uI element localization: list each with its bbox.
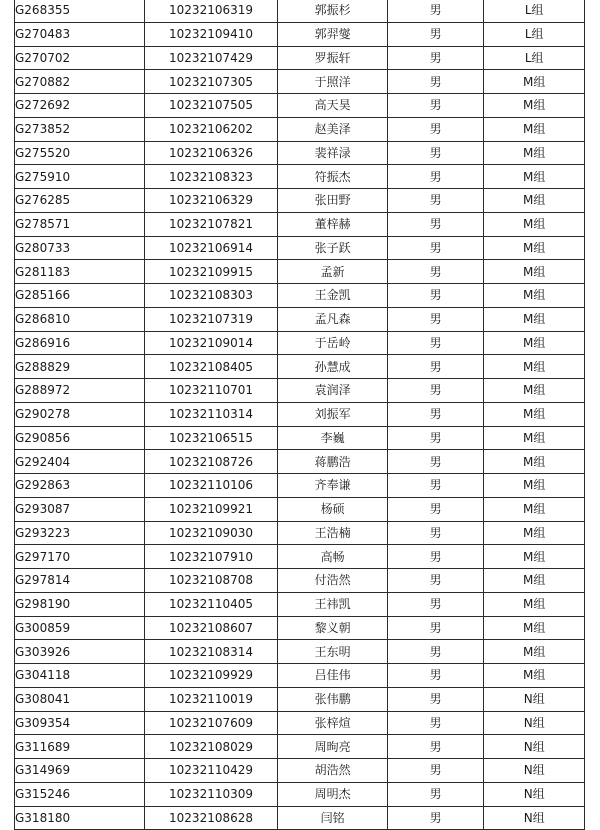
- registration-id-cell: G290278: [15, 402, 145, 426]
- table-row: [15, 782, 585, 806]
- gender-cell: 男: [387, 782, 484, 806]
- gender-cell: 男: [387, 687, 484, 711]
- group-cell: N组: [484, 806, 585, 830]
- table-row: [15, 212, 585, 236]
- student-number-cell: 10232106202: [144, 117, 278, 141]
- gender-cell: 男: [387, 165, 484, 189]
- table-row: [15, 189, 585, 213]
- registration-id-cell: G270702: [15, 46, 145, 70]
- gender-cell: 男: [387, 0, 484, 22]
- student-number-cell: 10232110405: [144, 592, 278, 616]
- table-row: [15, 331, 585, 355]
- student-number-cell: 10232108628: [144, 806, 278, 830]
- student-number-cell: 10232107910: [144, 545, 278, 569]
- group-cell: M组: [484, 260, 585, 284]
- group-cell: M组: [484, 426, 585, 450]
- student-number-cell: 10232109410: [144, 22, 278, 46]
- student-name-cell: 付浩然: [278, 569, 388, 593]
- gender-cell: 男: [387, 212, 484, 236]
- student-number-cell: 10232109921: [144, 497, 278, 521]
- registration-id-cell: G273852: [15, 117, 145, 141]
- student-name-cell: 袁润泽: [278, 379, 388, 403]
- roster-table: [14, 0, 585, 830]
- group-cell: M组: [484, 640, 585, 664]
- registration-id-cell: G297814: [15, 569, 145, 593]
- gender-cell: 男: [387, 307, 484, 331]
- student-name-cell: 裴祥渌: [278, 141, 388, 165]
- student-name-cell: 张伟鹏: [278, 687, 388, 711]
- student-name-cell: 王浩楠: [278, 521, 388, 545]
- group-cell: M组: [484, 616, 585, 640]
- registration-id-cell: G288972: [15, 379, 145, 403]
- student-number-cell: 10232106515: [144, 426, 278, 450]
- student-number-cell: 10232108303: [144, 284, 278, 308]
- group-cell: M组: [484, 141, 585, 165]
- table-row: [15, 711, 585, 735]
- registration-id-cell: G304118: [15, 664, 145, 688]
- student-number-cell: 10232109030: [144, 521, 278, 545]
- student-name-cell: 罗振轩: [278, 46, 388, 70]
- student-number-cell: 10232106326: [144, 141, 278, 165]
- student-name-cell: 胡浩然: [278, 759, 388, 783]
- registration-id-cell: G275910: [15, 165, 145, 189]
- student-name-cell: 孟凡森: [278, 307, 388, 331]
- table-row: [15, 117, 585, 141]
- gender-cell: 男: [387, 22, 484, 46]
- gender-cell: 男: [387, 806, 484, 830]
- student-number-cell: 10232107429: [144, 46, 278, 70]
- student-number-cell: 10232107609: [144, 711, 278, 735]
- group-cell: M组: [484, 331, 585, 355]
- student-name-cell: 于岳岭: [278, 331, 388, 355]
- group-cell: M组: [484, 212, 585, 236]
- group-cell: N组: [484, 735, 585, 759]
- student-name-cell: 郭振杉: [278, 0, 388, 22]
- student-number-cell: 10232107305: [144, 70, 278, 94]
- gender-cell: 男: [387, 711, 484, 735]
- table-row: [15, 569, 585, 593]
- registration-id-cell: G308041: [15, 687, 145, 711]
- table-row: [15, 640, 585, 664]
- student-name-cell: 符振杰: [278, 165, 388, 189]
- roster-table-body: [15, 0, 585, 830]
- table-row: [15, 22, 585, 46]
- student-number-cell: 10232108314: [144, 640, 278, 664]
- table-row: [15, 806, 585, 830]
- student-name-cell: 张梓煊: [278, 711, 388, 735]
- registration-id-cell: G288829: [15, 355, 145, 379]
- group-cell: M组: [484, 497, 585, 521]
- gender-cell: 男: [387, 284, 484, 308]
- registration-id-cell: G275520: [15, 141, 145, 165]
- registration-id-cell: G278571: [15, 212, 145, 236]
- gender-cell: 男: [387, 141, 484, 165]
- student-name-cell: 王东明: [278, 640, 388, 664]
- student-number-cell: 10232108405: [144, 355, 278, 379]
- group-cell: M组: [484, 236, 585, 260]
- table-row: [15, 497, 585, 521]
- table-row: [15, 592, 585, 616]
- gender-cell: 男: [387, 355, 484, 379]
- student-name-cell: 高畅: [278, 545, 388, 569]
- table-row: [15, 94, 585, 118]
- student-name-cell: 李巍: [278, 426, 388, 450]
- student-name-cell: 周明杰: [278, 782, 388, 806]
- group-cell: M组: [484, 569, 585, 593]
- table-row: [15, 735, 585, 759]
- student-name-cell: 刘振军: [278, 402, 388, 426]
- group-cell: N组: [484, 711, 585, 735]
- table-row: [15, 70, 585, 94]
- registration-id-cell: G280733: [15, 236, 145, 260]
- table-row: [15, 284, 585, 308]
- student-name-cell: 孙慧成: [278, 355, 388, 379]
- group-cell: M组: [484, 402, 585, 426]
- gender-cell: 男: [387, 664, 484, 688]
- student-number-cell: 10232108029: [144, 735, 278, 759]
- student-name-cell: 黎义朝: [278, 616, 388, 640]
- student-number-cell: 10232106319: [144, 0, 278, 22]
- table-row: [15, 616, 585, 640]
- student-name-cell: 郭羿燮: [278, 22, 388, 46]
- registration-id-cell: G303926: [15, 640, 145, 664]
- student-number-cell: 10232110106: [144, 474, 278, 498]
- gender-cell: 男: [387, 640, 484, 664]
- gender-cell: 男: [387, 46, 484, 70]
- student-number-cell: 10232106329: [144, 189, 278, 213]
- gender-cell: 男: [387, 236, 484, 260]
- gender-cell: 男: [387, 117, 484, 141]
- table-row: [15, 426, 585, 450]
- student-number-cell: 10232109929: [144, 664, 278, 688]
- table-row: [15, 379, 585, 403]
- group-cell: N组: [484, 687, 585, 711]
- student-name-cell: 齐奉谦: [278, 474, 388, 498]
- table-row: [15, 0, 585, 22]
- group-cell: M组: [484, 379, 585, 403]
- group-cell: L组: [484, 46, 585, 70]
- registration-id-cell: G268355: [15, 0, 145, 22]
- student-number-cell: 10232108708: [144, 569, 278, 593]
- student-name-cell: 张子跃: [278, 236, 388, 260]
- group-cell: M组: [484, 165, 585, 189]
- student-number-cell: 10232110309: [144, 782, 278, 806]
- student-name-cell: 吕佳伟: [278, 664, 388, 688]
- registration-id-cell: G292404: [15, 450, 145, 474]
- student-name-cell: 蒋鹏浩: [278, 450, 388, 474]
- gender-cell: 男: [387, 474, 484, 498]
- group-cell: M组: [484, 284, 585, 308]
- student-number-cell: 10232108726: [144, 450, 278, 474]
- group-cell: N组: [484, 782, 585, 806]
- student-number-cell: 10232109915: [144, 260, 278, 284]
- gender-cell: 男: [387, 402, 484, 426]
- group-cell: M组: [484, 521, 585, 545]
- student-name-cell: 孟新: [278, 260, 388, 284]
- registration-id-cell: G270483: [15, 22, 145, 46]
- table-row: [15, 664, 585, 688]
- gender-cell: 男: [387, 70, 484, 94]
- gender-cell: 男: [387, 379, 484, 403]
- group-cell: L组: [484, 22, 585, 46]
- table-row: [15, 236, 585, 260]
- registration-id-cell: G270882: [15, 70, 145, 94]
- table-row: [15, 402, 585, 426]
- table-row: [15, 450, 585, 474]
- table-row: [15, 307, 585, 331]
- registration-id-cell: G286916: [15, 331, 145, 355]
- registration-id-cell: G286810: [15, 307, 145, 331]
- registration-id-cell: G311689: [15, 735, 145, 759]
- student-number-cell: 10232107821: [144, 212, 278, 236]
- gender-cell: 男: [387, 735, 484, 759]
- registration-id-cell: G281183: [15, 260, 145, 284]
- gender-cell: 男: [387, 616, 484, 640]
- student-name-cell: 王金凯: [278, 284, 388, 308]
- student-number-cell: 10232110429: [144, 759, 278, 783]
- registration-id-cell: G315246: [15, 782, 145, 806]
- table-row: [15, 687, 585, 711]
- student-name-cell: 闫铭: [278, 806, 388, 830]
- registration-id-cell: G298190: [15, 592, 145, 616]
- table-row: [15, 545, 585, 569]
- student-name-cell: 王祎凯: [278, 592, 388, 616]
- gender-cell: 男: [387, 545, 484, 569]
- group-cell: N组: [484, 759, 585, 783]
- gender-cell: 男: [387, 94, 484, 118]
- student-name-cell: 张田野: [278, 189, 388, 213]
- student-number-cell: 10232108607: [144, 616, 278, 640]
- group-cell: M组: [484, 592, 585, 616]
- student-name-cell: 赵美泽: [278, 117, 388, 141]
- group-cell: M组: [484, 117, 585, 141]
- group-cell: M组: [484, 70, 585, 94]
- gender-cell: 男: [387, 189, 484, 213]
- student-number-cell: 10232110019: [144, 687, 278, 711]
- student-number-cell: 10232107319: [144, 307, 278, 331]
- registration-id-cell: G293087: [15, 497, 145, 521]
- registration-id-cell: G276285: [15, 189, 145, 213]
- table-row: [15, 165, 585, 189]
- gender-cell: 男: [387, 497, 484, 521]
- registration-id-cell: G309354: [15, 711, 145, 735]
- registration-id-cell: G272692: [15, 94, 145, 118]
- table-row: [15, 260, 585, 284]
- registration-id-cell: G290856: [15, 426, 145, 450]
- group-cell: M组: [484, 545, 585, 569]
- gender-cell: 男: [387, 592, 484, 616]
- student-name-cell: 周昫亮: [278, 735, 388, 759]
- group-cell: M组: [484, 307, 585, 331]
- gender-cell: 男: [387, 569, 484, 593]
- group-cell: M组: [484, 450, 585, 474]
- registration-id-cell: G292863: [15, 474, 145, 498]
- student-number-cell: 10232107505: [144, 94, 278, 118]
- table-row: [15, 46, 585, 70]
- registration-id-cell: G285166: [15, 284, 145, 308]
- registration-id-cell: G293223: [15, 521, 145, 545]
- group-cell: M组: [484, 474, 585, 498]
- gender-cell: 男: [387, 426, 484, 450]
- registration-id-cell: G300859: [15, 616, 145, 640]
- table-row: [15, 355, 585, 379]
- student-name-cell: 于照洋: [278, 70, 388, 94]
- gender-cell: 男: [387, 521, 484, 545]
- table-row: [15, 759, 585, 783]
- table-row: [15, 141, 585, 165]
- group-cell: M组: [484, 664, 585, 688]
- student-name-cell: 董梓赫: [278, 212, 388, 236]
- student-number-cell: 10232109014: [144, 331, 278, 355]
- group-cell: L组: [484, 0, 585, 22]
- student-name-cell: 高天昊: [278, 94, 388, 118]
- registration-id-cell: G314969: [15, 759, 145, 783]
- registration-id-cell: G318180: [15, 806, 145, 830]
- gender-cell: 男: [387, 759, 484, 783]
- group-cell: M组: [484, 189, 585, 213]
- student-number-cell: 10232110701: [144, 379, 278, 403]
- student-name-cell: 杨硕: [278, 497, 388, 521]
- gender-cell: 男: [387, 260, 484, 284]
- student-number-cell: 10232108323: [144, 165, 278, 189]
- registration-id-cell: G297170: [15, 545, 145, 569]
- gender-cell: 男: [387, 450, 484, 474]
- table-row: [15, 474, 585, 498]
- gender-cell: 男: [387, 331, 484, 355]
- student-number-cell: 10232110314: [144, 402, 278, 426]
- table-row: [15, 521, 585, 545]
- student-number-cell: 10232106914: [144, 236, 278, 260]
- group-cell: M组: [484, 355, 585, 379]
- group-cell: M组: [484, 94, 585, 118]
